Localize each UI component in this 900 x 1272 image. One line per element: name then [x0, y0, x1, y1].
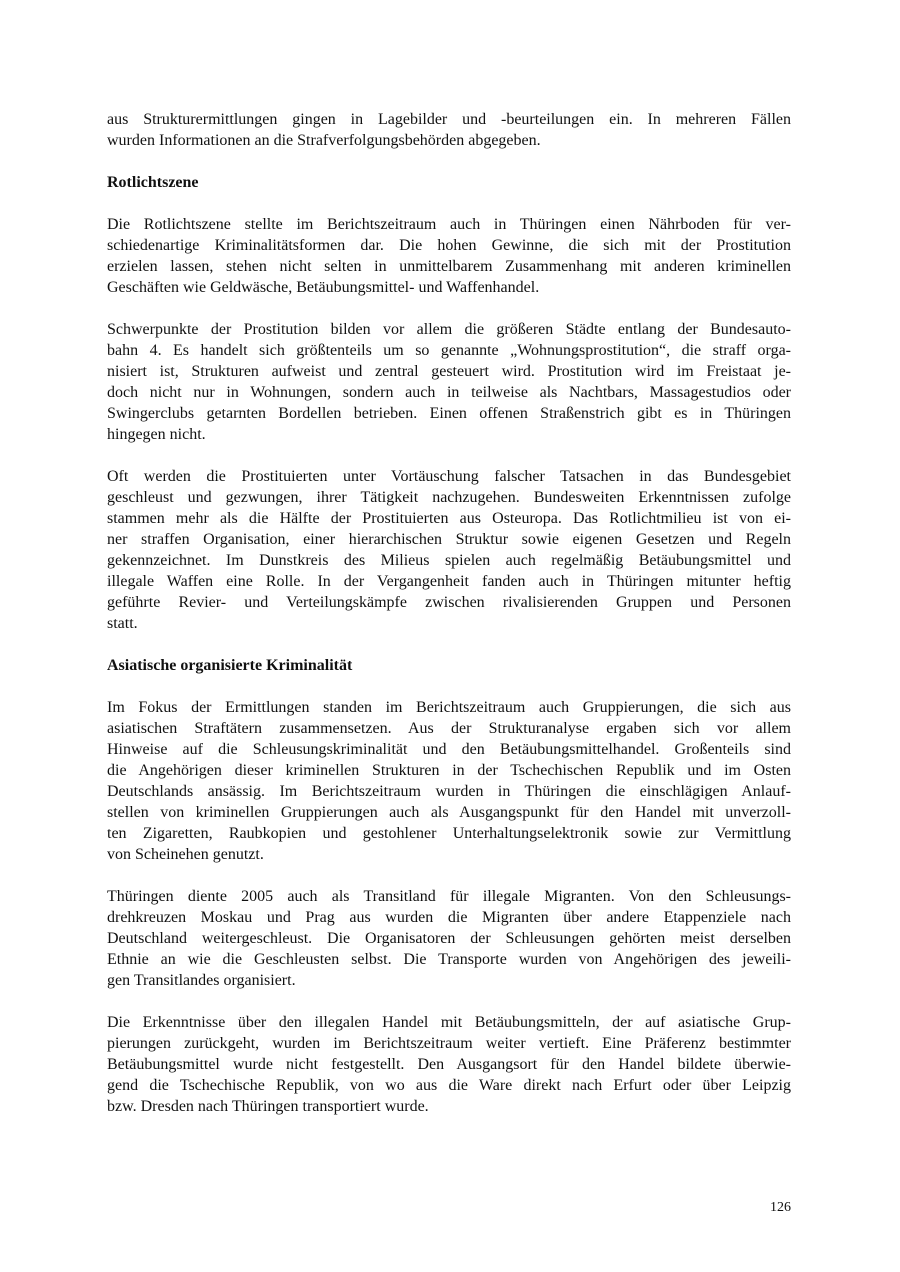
text-line: ten Zigaretten, Raubkopien und gestohlener Unterhaltungselektronik sowie zur Vermittlung — [107, 825, 791, 842]
page-number: 126 — [770, 1200, 791, 1215]
text-line: Hinweise auf die Schleusungskriminalität und den Betäubungsmittelhandel. Großenteils sind — [107, 741, 791, 758]
text-line: gekennzeichnet. Im Dunstkreis des Milieus spielen auch regelmäßig Betäubungsmittel und — [107, 552, 791, 569]
text-line: asiatischen Straftätern zusammensetzen. Aus der Strukturanalyse ergaben sich vor allem — [107, 720, 791, 737]
text-line: nisiert ist, Strukturen aufweist und zentral gesteuert wird. Prostitution wird im Freistaat je- — [107, 363, 791, 380]
text-line: stellen von kriminellen Gruppierungen auch als Ausgangspunkt für den Handel mit unverzoll- — [107, 804, 791, 821]
text-line: die Angehörigen dieser kriminellen Strukturen in der Tschechischen Republik und im Osten — [107, 762, 791, 779]
text-line: bzw. Dresden nach Thüringen transportiert wurde. — [107, 1098, 429, 1115]
text-line: stammen mehr als die Hälfte der Prostituierten aus Osteuropa. Das Rotlichtmilieu ist von ei- — [107, 510, 791, 527]
text-line: illegale Waffen eine Rolle. In der Vergangenheit fanden auch in Thüringen mitunter heftig — [107, 573, 791, 590]
page-body — [107, 109, 791, 1138]
text-line: Schwerpunkte der Prostitution bilden vor allem die größeren Städte entlang der Bundesauto- — [107, 321, 791, 338]
text-line: statt. — [107, 615, 138, 632]
text-line: Thüringen diente 2005 auch als Transitland für illegale Migranten. Von den Schleusungs- — [107, 888, 791, 905]
text-line: gend die Tschechische Republik, von wo aus die Ware direkt nach Erfurt oder über Leipzig — [107, 1077, 791, 1094]
section-heading: Asiatische organisierte Kriminalität — [107, 657, 353, 674]
text-line: drehkreuzen Moskau und Prag aus wurden die Migranten über andere Etappenziele nach — [107, 909, 791, 926]
text-line: bahn 4. Es handelt sich größtenteils um so genannte „Wohnungsprostitution“, die straff orga- — [107, 342, 791, 359]
text-line: Geschäften wie Geldwäsche, Betäubungsmittel- und Waffenhandel. — [107, 279, 540, 296]
text-line: Deutschland weitergeschleust. Die Organisatoren der Schleusungen gehörten meist derselben — [107, 930, 791, 947]
text-line: hingegen nicht. — [107, 426, 206, 443]
paragraph — [107, 1012, 791, 1117]
text-line: gen Transitlandes organisiert. — [107, 972, 296, 989]
text-line: ner straffen Organisation, einer hierarchischen Struktur sowie eigenen Gesetzen und Regeln — [107, 531, 791, 548]
text-line: wurden Informationen an die Strafverfolgungsbehörden abgegeben. — [107, 132, 541, 149]
text-line: von Scheinehen genutzt. — [107, 846, 264, 863]
paragraph — [107, 214, 791, 298]
text-line: aus Strukturermittlungen gingen in Lagebilder und -beurteilungen ein. In mehreren Fällen — [107, 111, 791, 128]
text-line: geschleust und gezwungen, ihrer Tätigkeit nachzugehen. Bundesweiten Erkenntnissen zufolge — [107, 489, 791, 506]
text-line: Deutschlands ansässig. Im Berichtszeitraum wurden in Thüringen die einschlägigen Anlauf- — [107, 783, 791, 800]
text-line: Betäubungsmittel wurde nicht festgestellt. Den Ausgangsort für den Handel bildete überwie- — [107, 1056, 791, 1073]
text-line: Im Fokus der Ermittlungen standen im Berichtszeitraum auch Gruppierungen, die sich aus — [107, 699, 791, 716]
text-line: Die Erkenntnisse über den illegalen Handel mit Betäubungsmitteln, der auf asiatische Grup- — [107, 1014, 791, 1031]
text-line: schiedenartige Kriminalitätsformen dar. Die hohen Gewinne, die sich mit der Prostitution — [107, 237, 791, 254]
text-line: Ethnie an wie die Geschleusten selbst. Die Transporte wurden von Angehörigen des jeweili- — [107, 951, 791, 968]
section-heading: Rotlichtszene — [107, 174, 199, 191]
paragraph — [107, 109, 791, 151]
text-line: Oft werden die Prostituierten unter Vortäuschung falscher Tatsachen in das Bundesgebiet — [107, 468, 791, 485]
text-line: pierungen zurückgeht, wurden im Berichtszeitraum weiter vertieft. Eine Präferenz bestimmter — [107, 1035, 791, 1052]
text-line: Swingerclubs getarnten Bordellen betrieben. Einen offenen Straßenstrich gibt es in Thüringen — [107, 405, 791, 422]
paragraph — [107, 319, 791, 445]
text-line: doch nicht nur in Wohnungen, sondern auch in teilweise als Nachtbars, Massagestudios oder — [107, 384, 791, 401]
text-line: geführte Revier- und Verteilungskämpfe zwischen rivalisierenden Gruppen und Personen — [107, 594, 791, 611]
text-line: Die Rotlichtszene stellte im Berichtszeitraum auch in Thüringen einen Nährboden für ver- — [107, 216, 791, 233]
paragraph — [107, 697, 791, 865]
paragraph — [107, 886, 791, 991]
paragraph — [107, 466, 791, 634]
text-line: erzielen lassen, stehen nicht selten in unmittelbarem Zusammenhang mit anderen kriminellen — [107, 258, 791, 275]
